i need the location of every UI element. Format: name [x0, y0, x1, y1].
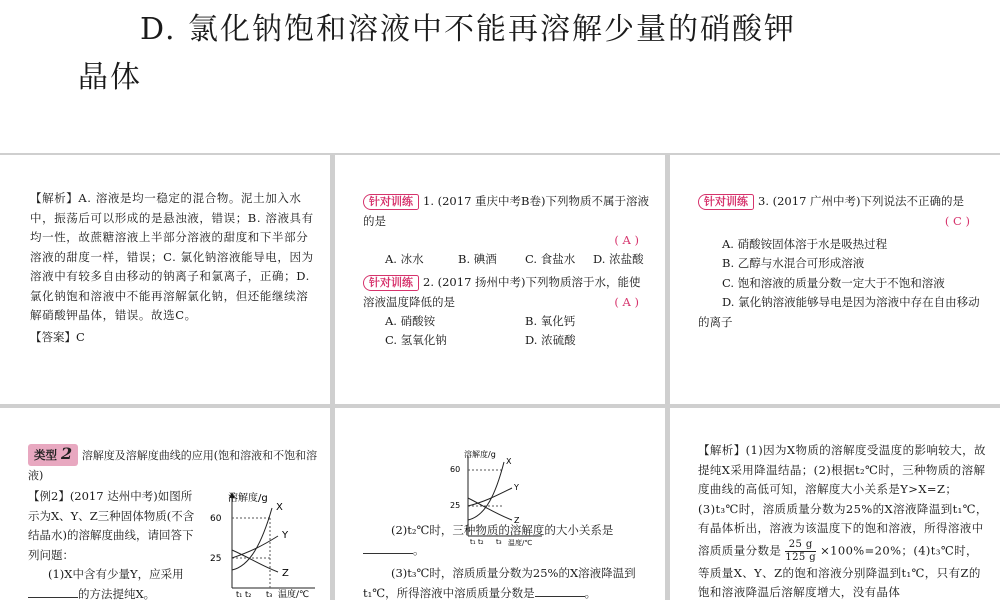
q2-option-d: D. 浓硫酸	[525, 333, 576, 347]
q3-option-c: C. 饱和溶液的质量分数一定大于不饱和溶液	[722, 275, 945, 290]
chart-ytick-60: 60	[210, 514, 222, 524]
q1-text-end: 的方法提纯X。	[78, 586, 156, 600]
q1-option-b: B. 碘酒	[458, 252, 497, 266]
practice-card-3	[670, 155, 1000, 404]
analysis-text-2: 【解析】(1)因为X物质的溶解度受温度的影响较大，故提纯X采用降温结晶；(2)根据t₂℃时，三种物质的溶解度曲线的高低可知，溶解度大小关系是Y>X=Z；(3)t₃℃时，溶质质量分数为25%的X溶液降温到t₁℃，有晶体析出，溶液为该温度下的饱和溶液，所得溶液中溶质质量分数是	[698, 443, 988, 557]
chart-ylabel: 溶解度/g	[464, 450, 496, 459]
analysis-text-3: ×100%=20%；(4)t₃℃时，等质量X、Y、Z的饱和溶液分别降温到t₁℃，只有Z的饱和溶液降温后溶解度增大，没有晶体	[698, 543, 981, 599]
curve-y	[232, 536, 278, 558]
q2-end: 。	[413, 542, 425, 557]
q3-option-d: D. 氯化钠溶液能够导电是因为溶液中存在自由移动的离子	[698, 295, 980, 329]
series-x-label: X	[506, 457, 512, 466]
question-card	[335, 408, 665, 600]
q2-option-c: C. 氢氧化钠	[385, 333, 447, 347]
q1-option-d: D. 浓盐酸	[593, 252, 644, 266]
fraction-denominator: 125 g	[785, 551, 817, 563]
practice-tag: 针对训练	[363, 194, 419, 210]
practice-card-2	[335, 155, 665, 404]
q3-option-b: B. 乙醇与水混合可形成溶液	[722, 256, 865, 270]
series-z-label: Z	[514, 516, 520, 525]
q1-stem: 1. (2017 重庆中考B卷)下列物质不属于溶液的是	[363, 194, 649, 228]
answer-text: 【答案】C	[30, 329, 85, 344]
type-badge: 类型 2	[28, 444, 78, 466]
option-d-line1: D. 氯化钠饱和溶液中不能再溶解少量的硝酸钾	[140, 12, 797, 47]
analysis-card-6	[670, 408, 1000, 600]
chart-xtick-t3: t₃	[266, 590, 273, 599]
q3-stem: 3. (2017 广州中考)下列说法不正确的是	[758, 194, 965, 208]
chart-xtick-t1: t₁	[470, 538, 476, 546]
chart-xtick-t2: t₂	[478, 538, 484, 546]
q2-blank	[363, 541, 413, 554]
chart-ytick-25: 25	[450, 501, 461, 510]
fraction	[785, 539, 816, 564]
q2-stem: 2. (2017 扬州中考)下列物质溶于水，能使溶液温度降低的是	[363, 275, 641, 309]
q2-answer: ( A )	[614, 295, 639, 309]
practice-tag-2: 针对训练	[363, 275, 419, 291]
top-slide	[0, 0, 1000, 153]
q1-answer: ( A )	[614, 233, 639, 247]
series-z-label: Z	[282, 568, 289, 579]
solubility-chart	[210, 488, 320, 600]
analysis-text: 【解析】A. 溶液是均一稳定的混合物。泥土加入水中，振荡后可以形成的是悬浊液，错误；B. 溶液具有均一性，故蔗糖溶液上半部分溶液的甜度和下半部分溶液的甜度一样，错误；C. 氯化钠溶液能导电，因为溶液中有较多自由移动的钠离子和氯离子，正确；D. 氯化钠饱和溶液中不能再溶解氯化钠，但还能继续溶解硝酸钾晶体，错误。故选C。	[30, 191, 314, 322]
q3-answer: ( C )	[944, 213, 970, 228]
curve-x	[232, 508, 272, 570]
example-card	[0, 408, 330, 600]
chart-xlabel: 温度/℃	[278, 590, 310, 600]
series-x-label: X	[276, 502, 283, 513]
practice-tag-3: 针对训练	[698, 194, 754, 210]
answer-blank	[28, 585, 78, 598]
series-y-label: Y	[282, 530, 289, 541]
q1-text: (1)X中含有少量Y，应采用	[48, 567, 184, 581]
chart-xtick-t1: t₁	[236, 590, 243, 599]
chart-xtick-t3: t₃	[496, 538, 502, 546]
series-y-label: Y	[514, 483, 519, 492]
chart-ytick-25: 25	[210, 554, 222, 564]
q1-option-a: A. 冰水	[385, 252, 424, 266]
q3-option-a: A. 硝酸铵固体溶于水是吸热过程	[722, 236, 888, 251]
q3-blank	[535, 584, 585, 597]
chart-xlabel: 温度/℃	[508, 539, 533, 547]
q1-option-c: C. 食盐水	[525, 252, 576, 266]
q2-option-a: A. 硝酸铵	[385, 314, 436, 328]
fraction-numerator: 25 g	[785, 539, 816, 552]
q3-text: (3)t₃℃时，溶质质量分数为25%的X溶液降温到t₁℃，所得溶液中溶质质量分数是	[363, 566, 636, 600]
curve-z	[232, 550, 278, 572]
type-title: 溶解度及溶解度曲线的应用(饱和溶液和不饱和溶液)	[28, 449, 318, 482]
q2-option-b: B. 氧化钙	[525, 314, 576, 328]
analysis-card-1	[0, 155, 330, 404]
chart-xtick-t2: t₂	[245, 590, 252, 599]
option-d-line2: 晶体	[78, 60, 142, 95]
q3-end: 。	[584, 585, 597, 600]
example-text: 【例2】(2017 达州中考)如图所示为X、Y、Z三种固体物质(不含结晶水)的溶解度曲线，请回答下列问题：	[28, 489, 195, 562]
q2-text: (2)t₂℃时，三种物质的溶解度的大小关系是	[391, 523, 614, 537]
chart-ylabel: 溶解度/g	[228, 493, 268, 504]
chart-ytick-60: 60	[450, 465, 461, 474]
